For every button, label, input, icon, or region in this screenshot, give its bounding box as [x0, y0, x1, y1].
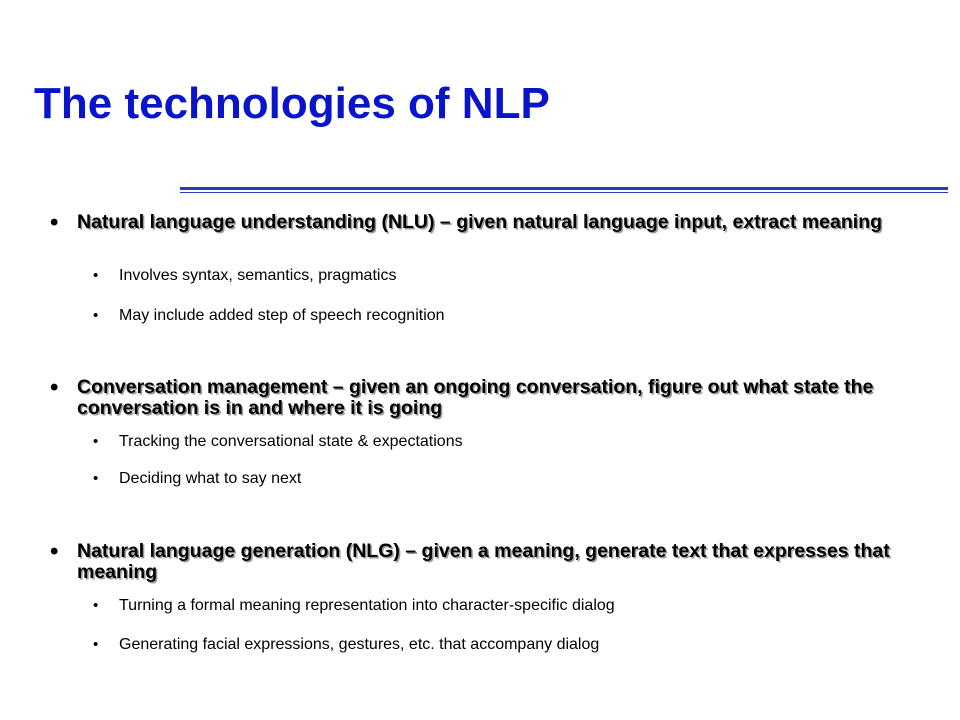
sub-bullet-item [0, 432, 960, 454]
main-bullet-text: Natural language understanding (NLU) – given natural language input, extract meaning [77, 211, 883, 233]
sub-bullet-text: Generating facial expressions, gestures, etc. that accompany dialog [119, 636, 600, 653]
title-rule [180, 187, 948, 190]
sub-bullet-text: May include added step of speech recognition [119, 307, 445, 324]
sub-bullet-item [0, 469, 960, 491]
sub-bullet-item [0, 306, 960, 328]
sub-bullet-item [0, 596, 960, 618]
title-rule-thin [180, 192, 948, 193]
bullet-dot-icon: • [50, 374, 59, 401]
bullet-dot-icon: • [50, 209, 59, 236]
sub-bullet-item [0, 635, 960, 657]
bullet-dot-icon: • [93, 433, 99, 450]
sub-bullet-text: Deciding what to say next [119, 470, 302, 487]
bullet-dot-icon: • [93, 636, 99, 653]
sub-bullet-text: Involves syntax, semantics, pragmatics [119, 267, 397, 284]
sub-bullet-text: Tracking the conversational state & expectations [119, 433, 463, 450]
bullet-dot-icon: • [50, 538, 59, 565]
sub-bullet-text: Turning a formal meaning representation into character-specific dialog [119, 597, 615, 614]
slide-title: The technologies of NLP [34, 79, 550, 128]
bullet-dot-icon: • [93, 597, 99, 614]
sub-bullet-item [0, 266, 960, 288]
main-bullet-text: Natural language generation (NLG) – given a meaning, generate text that expresses that meaning [77, 540, 890, 583]
bullet-dot-icon: • [93, 307, 99, 324]
main-bullet-text: Conversation management – given an ongoing conversation, figure out what state the conversation is in and where it is going [77, 376, 874, 419]
bullet-dot-icon: • [93, 470, 99, 487]
bullet-dot-icon: • [93, 267, 99, 284]
